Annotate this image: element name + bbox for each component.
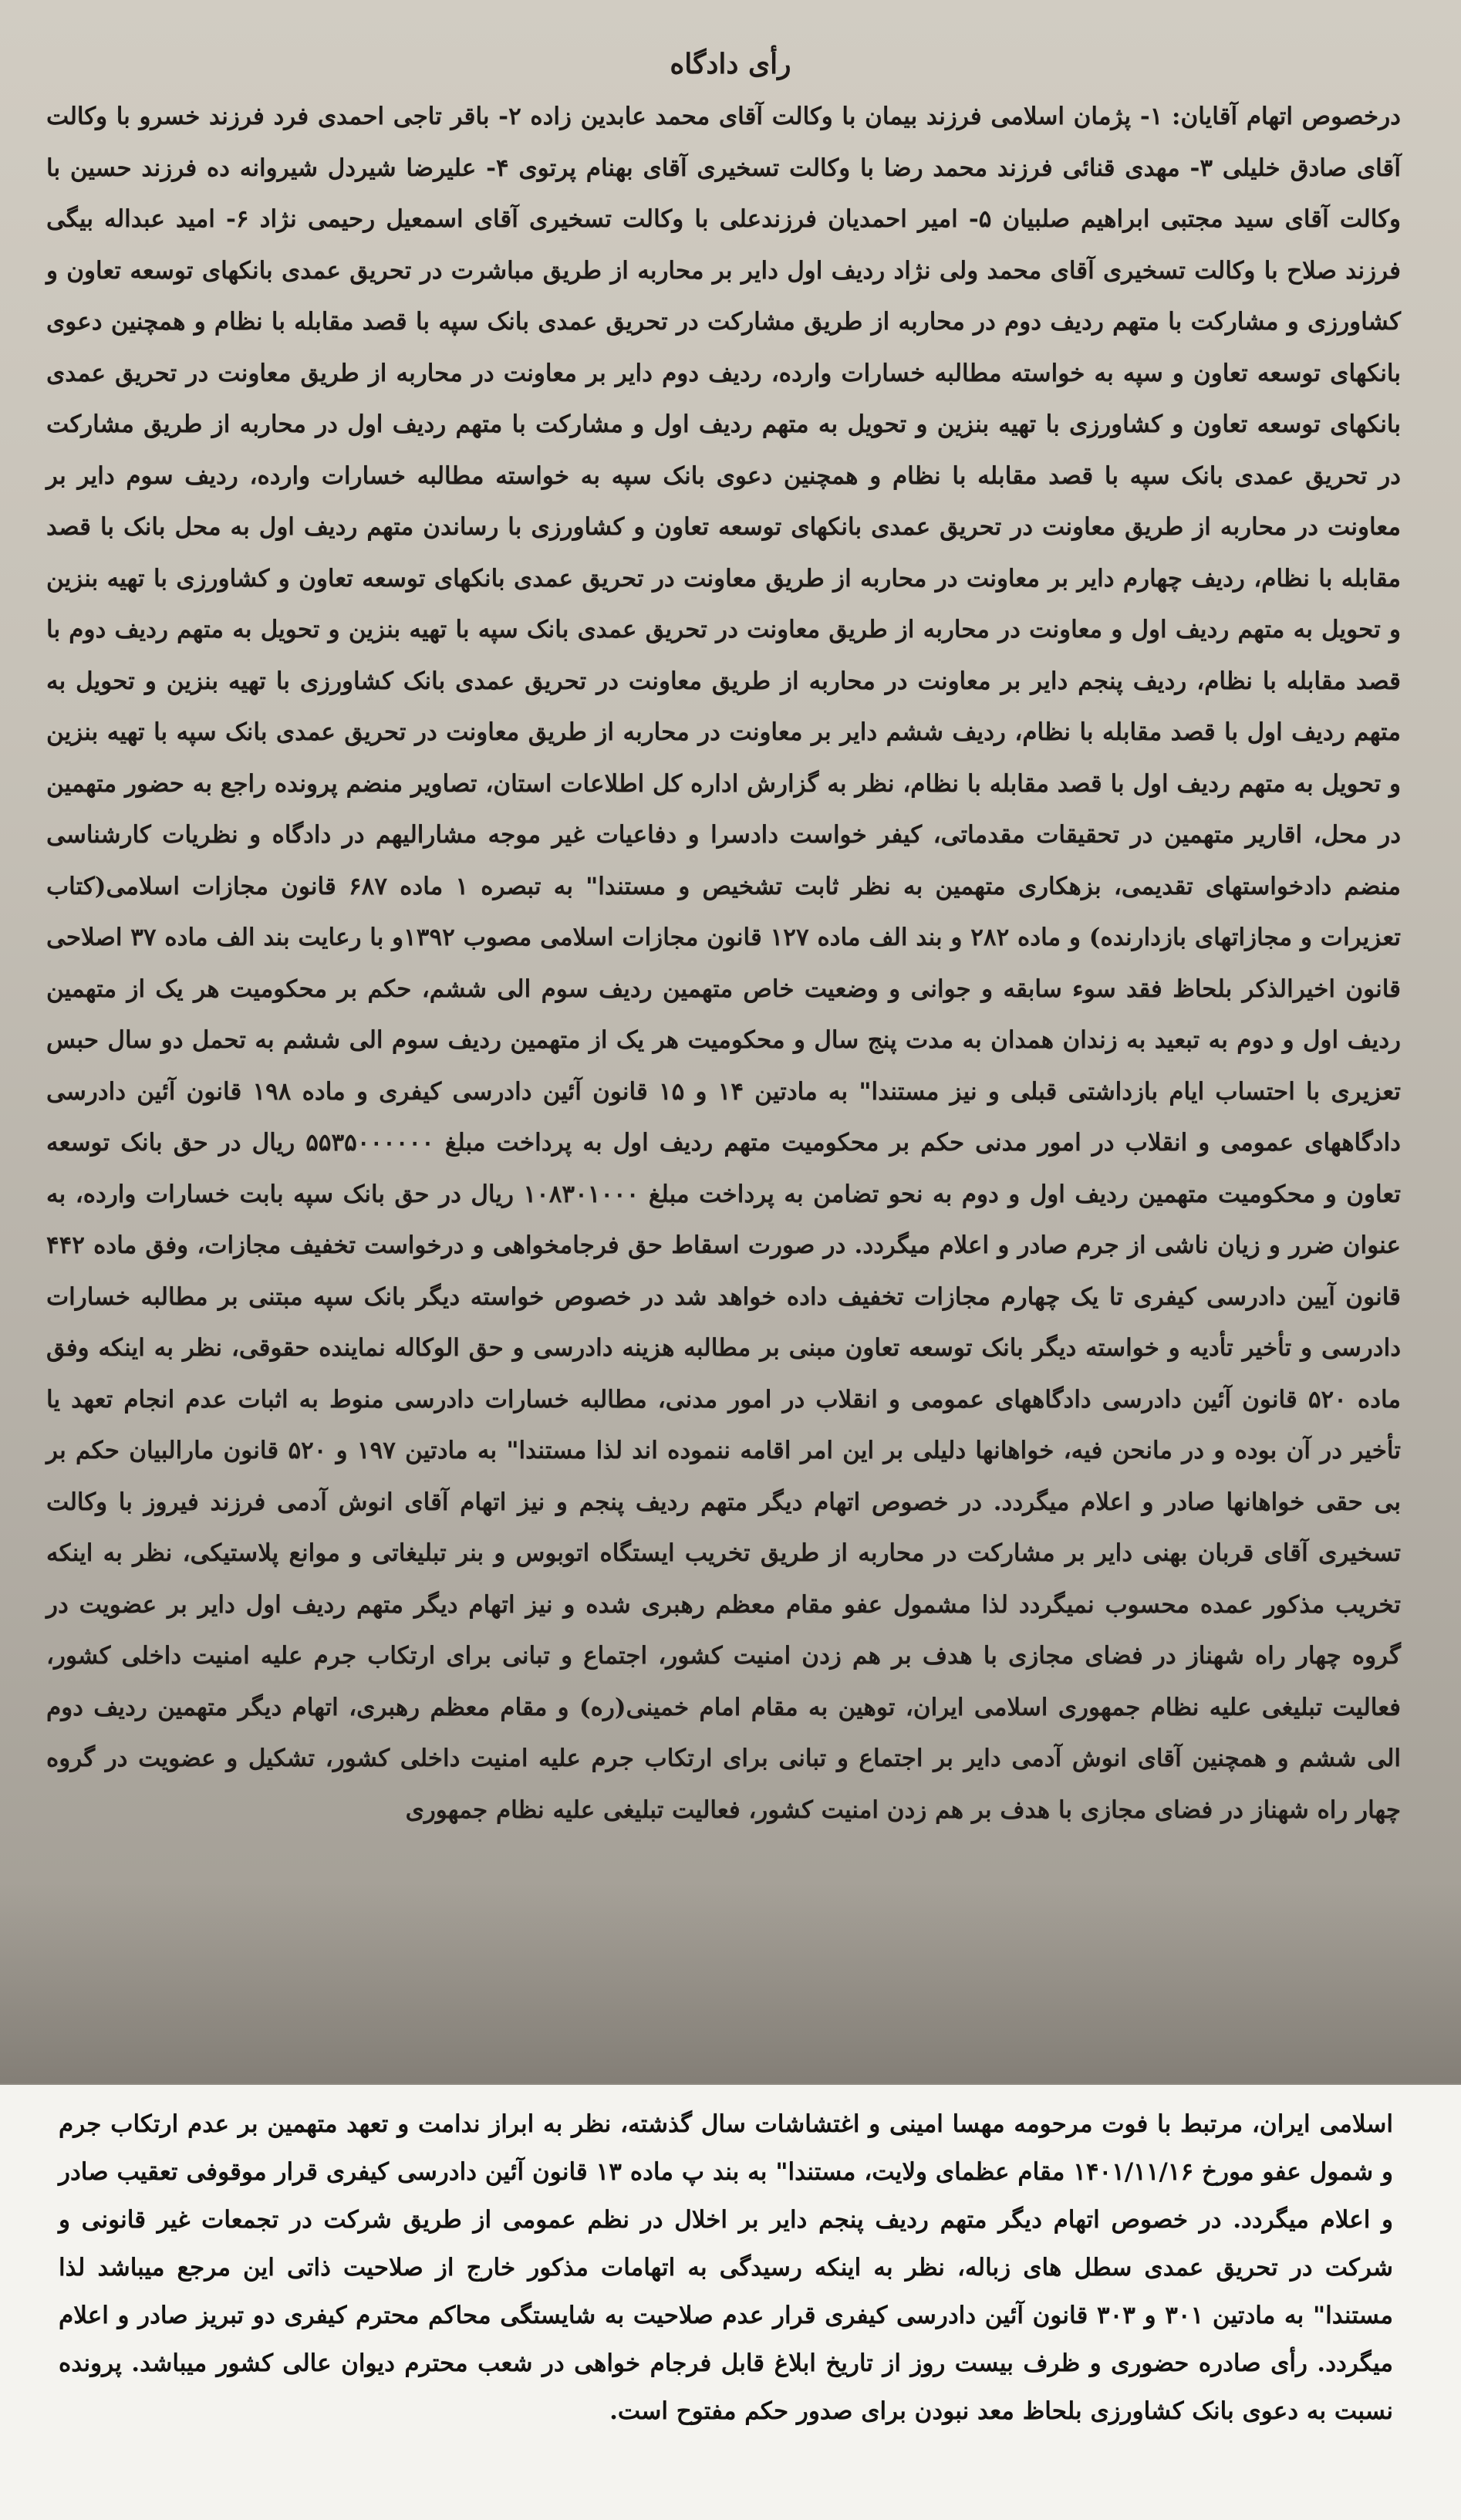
verdict-title: رأی دادگاه — [670, 48, 791, 81]
verdict-paragraph-top: درخصوص اتهام آقایان: ۱- پژمان اسلامی فرزند بیمان با وکالت آقای محمد عابدین زاده ۲- باقر تاجی احمدی فرد فرزند خسرو با وکالت آقای صادق خلیلی ۳- مهدی قنائی فرزند محمد رضا با وکالت تسخیری آقای بهنام پرتوی ۴- علیرضا شیردل شیروانه ده فرزند حسین با وکالت آقای سید مجتبی ابراهیم صلبیان ۵- امیر احمدیان فرزندعلی با وکالت تسخیری آقای اسمعیل رحیمی نژاد ۶- امید عبداله بیگی فرزند صلاح با وکالت تسخیری آقای محمد ولی نژاد ردیف اول دایر بر محاربه از طریق مباشرت در تحریق عمدی بانکهای توسعه تعاون و کشاورزی و مشارکت با متهم ردیف دوم در محاربه از طریق مشارکت در تحریق عمدی بانک سپه با قصد مقابله با نظام و همچنین دعوی بانکهای توسعه تعاون و سپه به خواسته مطالبه خسارات وارده، ردیف دوم دایر بر معاونت در محاربه از طریق معاونت در تحریق عمدی بانکهای توسعه تعاون و کشاورزی با تهیه بنزین و تحویل به متهم ردیف اول و مشارکت با متهم ردیف اول در محاربه از طریق مشارکت در تحریق عمدی بانک سپه با قصد مقابله با نظام و همچنین دعوی بانک سپه به خواسته مطالبه خسارات وارده، ردیف سوم دایر بر معاونت در محاربه از طریق معاونت در تحریق عمدی بانکهای توسعه تعاون و کشاورزی با رساندن متهم ردیف اول به محل بانک با قصد مقابله با نظام، ردیف چهارم دایر بر معاونت در محاربه از طریق معاونت در تحریق عمدی بانکهای توسعه تعاون و کشاورزی با تهیه بنزین و تحویل به متهم ردیف اول و معاونت در محاربه از طریق معاونت در تحریق عمدی بانک سپه با تهیه بنزین و تحویل به متهم ردیف دوم با قصد مقابله با نظام، ردیف پنجم دایر بر معاونت در محاربه از طریق معاونت در تحریق عمدی بانک کشاورزی با تهیه بنزین و تحویل به متهم ردیف اول با قصد مقابله با نظام، ردیف ششم دایر بر معاونت در محاربه از طریق معاونت در تحریق عمدی بانک سپه با تهیه بنزین و تحویل به متهم ردیف اول با قصد مقابله با نظام، نظر به گزارش اداره کل اطلاعات استان، تصاویر منضم پرونده راجع به حضور متهمین در محل، اقاریر متهمین در تحقیقات مقدماتی، کیفر خواست دادسرا و دفاعیات غیر موجه مشارالیهم در دادگاه و نظریات کارشناسی منضم دادخواستهای تقدیمی، بزهکاری متهمین به نظر ثابت تشخیص و مستندا" به تبصره ۱ ماده ۶۸۷ قانون مجازات اسلامی(کتاب تعزیرات و مجازاتهای بازدارنده) و ماده ۲۸۲ و بند الف ماده ۱۲۷ قانون مجازات اسلامی مصوب ۱۳۹۲و با رعایت بند الف ماده ۳۷ اصلاحی قانون اخیرالذکر بلحاظ فقد سوء سابقه و جوانی و وضعیت خاص متهمین ردیف سوم الی ششم، حکم بر محکومیت هر یک از متهمین ردیف اول و دوم به تبعید به زندان همدان به مدت پنج سال و محکومیت هر یک از متهمین ردیف سوم الی ششم به تحمل دو سال حبس تعزیری با احتساب ایام بازداشتی قبلی و نیز مستندا" به مادتین ۱۴ و ۱۵ قانون آئین دادرسی کیفری و ماده ۱۹۸ قانون آئین دادرسی دادگاههای عمومی و انقلاب در امور مدنی حکم بر محکومیت متهم ردیف اول به پرداخت مبلغ ۵۵۳۵۰۰۰۰۰۰ ریال در حق بانک توسعه تعاون و محکومیت متهمین ردیف اول و دوم به نحو تضامن به پرداخت مبلغ ۱۰۸۳۰۱۰۰۰ ریال در حق بانک سپه بابت خسارات وارده، به عنوان ضرر و زیان ناشی از جرم صادر و اعلام میگردد. در صورت اسقاط حق فرجامخواهی و درخواست تخفیف مجازات، وفق ماده ۴۴۲ قانون آیین دادرسی کیفری تا یک چهارم مجازات تخفیف داده خواهد شد در خصوص خواسته دیگر بانک سپه مبتنی بر مطالبه خسارات دادرسی و تأخیر تأدیه و خواسته دیگر بانک توسعه تعاون مبنی بر مطالبه هزینه دادرسی و حق الوکاله نماینده حقوقی، نظر به اینکه وفق ماده ۵۲۰ قانون آئین دادرسی دادگاههای عمومی و انقلاب در امور مدنی، مطالبه خسارات دادرسی منوط به اثبات عدم انجام تعهد یا تأخیر در آن بوده و در مانحن فیه، خواهانها دلیلی بر این امر اقامه ننموده اند لذا مستندا" به مادتین ۱۹۷ و ۵۲۰ قانون مارالبیان حکم بر بی حقی خواهانها صادر و اعلام میگردد. در خصوص اتهام دیگر متهم ردیف پنجم و نیز اتهام آقای انوش آدمی فرزند فیروز با وکالت تسخیری آقای قربان بهنی دایر بر مشارکت در محاربه از طریق تخریب ایستگاه اتوبوس و بنر تبلیغاتی و موانع پلاستیکی، نظر به اینکه تخریب مذکور عمده محسوب نمیگردد لذا مشمول عفو مقام معظم رهبری شده و نیز اتهام دیگر متهم ردیف اول دایر بر عضویت در گروه چهار راه شهناز در فضای مجازی با هدف بر هم زدن امنیت کشور، اجتماع و تبانی برای ارتکاب جرم علیه امنیت داخلی کشور، فعالیت تبلیغی علیه نظام جمهوری اسلامی ایران، توهین به مقام امام خمینی(ره) و مقام معظم رهبری، اتهام دیگر متهمین ردیف دوم الی ششم و همچنین آقای انوش آدمی دایر بر اجتماع و تبانی برای ارتکاب جرم علیه امنیت داخلی کشور، تشکیل و عضویت در گروه چهار راه شهناز در فضای مجازی با هدف بر هم زدن امنیت کشور، فعالیت تبلیغی علیه نظام جمهوری — [46, 103, 1402, 1824]
verdict-paragraph-bottom: اسلامی ایران، مرتبط با فوت مرحومه مهسا امینی و اغتشاشات سال گذشته، نظر به ابراز ندامت و تعهد متهمین بر عدم ارتکاب جرم و شمول عفو مورخ ۱۴۰۱/۱۱/۱۶ مقام عظمای ولایت، مستندا" به بند پ ماده ۱۳ قانون آئین دادرسی کیفری قرار موقوفی تعقیب صادر و اعلام میگردد. در خصوص اتهام دیگر متهم ردیف پنجم دایر بر اخلال در نظم عمومی از طریق شرکت در تجمعات غیر قانونی و شرکت در تحریق عمدی سطل های زباله، نظر به اینکه رسیدگی به اتهامات مذکور خارج از صلاحیت ذاتی این مرجع میباشد لذا مستندا" به مادتین ۳۰۱ و ۳۰۳ قانون آئین دادرسی کیفری قرار عدم صلاحیت به شایستگی محاکم محترم کیفری دو تبریز صادر و اعلام میگردد. رأی صادره حضوری و ظرف بیست روز از تاریخ ابلاغ قابل فرجام خواهی در شعب محترم دیوان عالی کشور میباشد. پرونده نسبت به دعوی بانک کشاورزی بلحاظ معد نبودن برای صدور حکم مفتوح است. — [59, 2110, 1394, 2425]
